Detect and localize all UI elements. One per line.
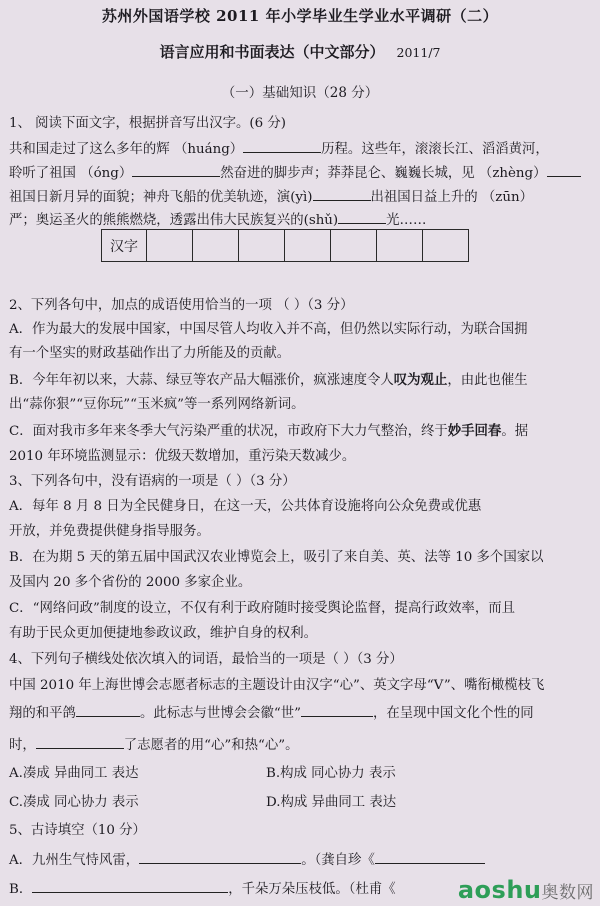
q3-option-c-cont: 有助于民众更加便捷地参政议政，维护自身的权利。 [9,626,317,641]
dotted-idiom: 叹为观止 [393,372,448,388]
q2-option-c-cont: 2010 年环境监测显示：优级天数增加，重污染天数减少。 [9,449,356,464]
q5-item-b [9,878,396,900]
q2-text: 。据 [501,424,529,439]
answer-blank[interactable] [375,849,485,864]
q1-text: 光…… [386,213,427,228]
grid-label: 汉字 [102,230,147,262]
q3-option-c: C．“网络问政”制度的设立，不仅有利于政府随时接受舆论监督，提高行政效率，而且 [9,601,515,616]
q4-text: 翔的和平鸽 [9,706,76,721]
answer-cell[interactable] [423,230,469,262]
q2-option-c [9,421,528,442]
q1-line4 [9,186,533,208]
q5-item-a [9,849,485,871]
q1-text: 共和国走过了这么多年的辉 （huáng） [9,142,244,157]
answer-blank[interactable] [139,849,301,864]
q1-line3 [9,162,581,184]
answer-cell[interactable] [147,230,193,262]
answer-blank[interactable] [547,162,581,177]
q2-option-b [9,370,528,391]
q4-stem: 4、下列句子横线处依次填入的词语，最恰当的一项是（ ）（3 分） [9,652,403,667]
answer-cell[interactable] [331,230,377,262]
q4-passage-3 [9,734,298,756]
q3-option-a: A．每年 8 月 8 日为全民健身日，在这一天，公共体育设施将向公众免费或优惠 [9,499,482,514]
q1-text: 严；奥运圣火的熊熊燃烧，透露出伟大民族复兴的(shǔ) [9,213,339,228]
q2-option-a-cont: 有一个坚实的财政基础作出了力所能及的贡献。 [9,346,291,361]
subtitle-text: 语言应用和书面表达（中文部分） [159,43,385,61]
q5-stem: 5、古诗填空（10 分） [9,823,146,838]
q5-text: 。（龚自珍《 [301,853,375,868]
q3-option-a-cont: 开放，并免费提供健身指导服务。 [9,524,210,539]
answer-cell[interactable] [193,230,239,262]
answer-blank[interactable] [36,734,124,749]
q1-stem: 1、 阅读下面文字，根据拼音写出汉字。(6 分) [9,116,287,131]
exam-title: 苏州外国语学校 2011 年小学毕业生学业水平调研（二） [101,7,499,25]
q1-text: 然奋进的脚步声；莽莽昆仑、巍巍长城，见 （zhèng） [220,166,547,181]
section-heading: （一）基础知识（28 分） [221,85,379,101]
q4-passage-1: 中国 2010 年上海世博会志愿者标志的主题设计由汉字“心”、英文字母“V”、嘴衔橄榄枝飞 [9,678,545,693]
q2-text: C．面对我市多年来冬季大气污染严重的状况，市政府下大力气整治，终于 [9,424,448,439]
q3-option-b: B．在为期 5 天的第五届中国武汉农业博览会上，吸引了来自美、英、法等 10 多个国家以 [9,550,544,565]
answer-blank[interactable] [301,702,373,717]
q3-stem: 3、下列各句中，没有语病的一项是（ ）（3 分） [9,474,296,489]
watermark-suffix: 奥数网 [541,883,594,903]
q2-option-b-cont: 出“蒜你狠”“豆你玩”“玉米疯”等一系列网络新词。 [9,397,305,412]
answer-blank[interactable] [313,186,371,201]
answer-blank[interactable] [76,702,140,717]
answer-blank[interactable] [338,209,386,224]
q2-text: ，由此也催生 [447,373,528,388]
q1-text: 历程。这些年，滚滚长江、滔滔黄河， [321,142,549,157]
q2-stem: 2、下列各句中，加点的成语使用恰当的一项 （ ）（3 分） [9,298,354,313]
q4-option-c: C.凑成 同心协力 表示 [9,795,139,810]
q4-text: 了志愿者的用“心”和热“心”。 [123,738,299,753]
watermark-brand: aoshu [457,876,542,904]
dotted-idiom: 妙手回春 [447,423,502,439]
q2-text: B．今年年初以来，大蒜、绿豆等农产品大幅涨价，疯涨速度令人 [9,373,394,388]
q1-line2 [9,138,549,160]
q4-passage-2 [9,702,534,724]
q1-text: 出祖国日益上升的 （zūn） [370,190,533,205]
q5-text: A．九州生气恃风雷， [9,853,140,868]
answer-cell[interactable] [285,230,331,262]
answer-cell[interactable] [377,230,423,262]
q4-text: 时， [9,738,36,753]
q4-text: 。此标志与世博会会徽“世” [139,706,301,721]
q3-option-b-cont: 及国内 20 多个省份的 2000 多家企业。 [9,575,252,590]
answer-cell[interactable] [239,230,285,262]
answer-blank[interactable] [243,138,321,153]
exam-date: 2011/7 [396,45,441,60]
answer-grid [101,229,469,262]
answer-blank[interactable] [132,162,220,177]
q5-text: B． [9,882,33,897]
q1-text: 聆听了祖国 （óng） [9,166,133,181]
q5-text: ，千朵万朵压枝低。（杜甫《 [228,882,396,897]
q4-option-d: D.构成 异曲同工 表达 [266,795,397,810]
q1-line5 [9,209,426,231]
answer-blank[interactable] [32,878,228,893]
exam-subtitle [0,42,600,63]
q4-option-a: A.凑成 异曲同工 表达 [9,766,139,781]
q4-text: ，在呈现中国文化个性的同 [372,706,534,721]
q1-text: 祖国日新月异的面貌；神舟飞船的优美轨迹，演(yì) [9,190,313,205]
q2-option-a: A．作为最大的发展中国家，中国尽管人均收入并不高，但仍然以实际行动，为联合国拥 [9,322,528,337]
q4-option-b: B.构成 同心协力 表示 [266,766,396,781]
watermark-logo [458,876,594,904]
